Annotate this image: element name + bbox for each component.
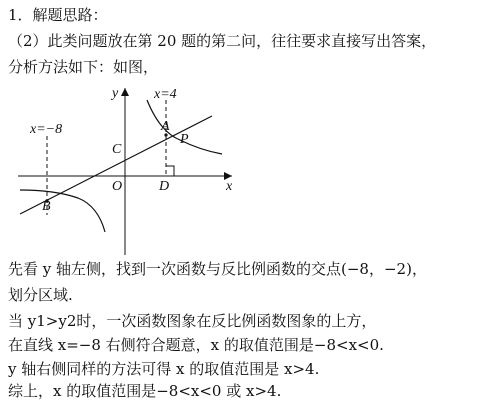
- x-axis-label: x: [226, 179, 233, 194]
- origin-label: O: [112, 179, 123, 194]
- hyperbola-left-branch: [20, 190, 105, 232]
- y-axis-arrow: [121, 88, 129, 96]
- region-division-line: 划分区域.: [8, 286, 73, 304]
- left-range-line: 在直线 x=−8 右侧符合题意，x 的取值范围是−8<x<0.: [8, 336, 384, 354]
- point-a-label: A: [161, 119, 170, 134]
- point-d-label: D: [159, 179, 170, 194]
- point-p-label: P: [180, 132, 189, 147]
- point-b-label: B: [42, 199, 51, 214]
- y-axis-label: y: [112, 86, 119, 101]
- conclusion-line: 综上，x 的取值范围是−8<x<0 或 x>4.: [8, 382, 282, 400]
- line-x-neg8-label: x=−8: [30, 122, 63, 137]
- function-graph-figure: [0, 80, 487, 255]
- point-c-label: C: [112, 142, 122, 157]
- heading-line: 1．解题思路：: [8, 6, 108, 24]
- right-range-line: y 轴右侧同样的方法可得 x 的取值范围是 x>4.: [8, 360, 320, 378]
- intro-line: （2）此类问题放在第 20 题的第二问，往往要求直接写出答案，: [8, 32, 437, 50]
- condition-line: 当 y1>y2时，一次函数图象在反比例函数图象的上方，: [8, 312, 377, 330]
- line-x-4-label: x=4: [154, 87, 177, 102]
- right-angle-mark: [166, 166, 174, 176]
- method-line: 分析方法如下：如图，: [8, 58, 159, 76]
- left-side-analysis-line: 先看 y 轴左侧，找到一次函数与反比例函数的交点(−8，−2)，: [8, 260, 427, 278]
